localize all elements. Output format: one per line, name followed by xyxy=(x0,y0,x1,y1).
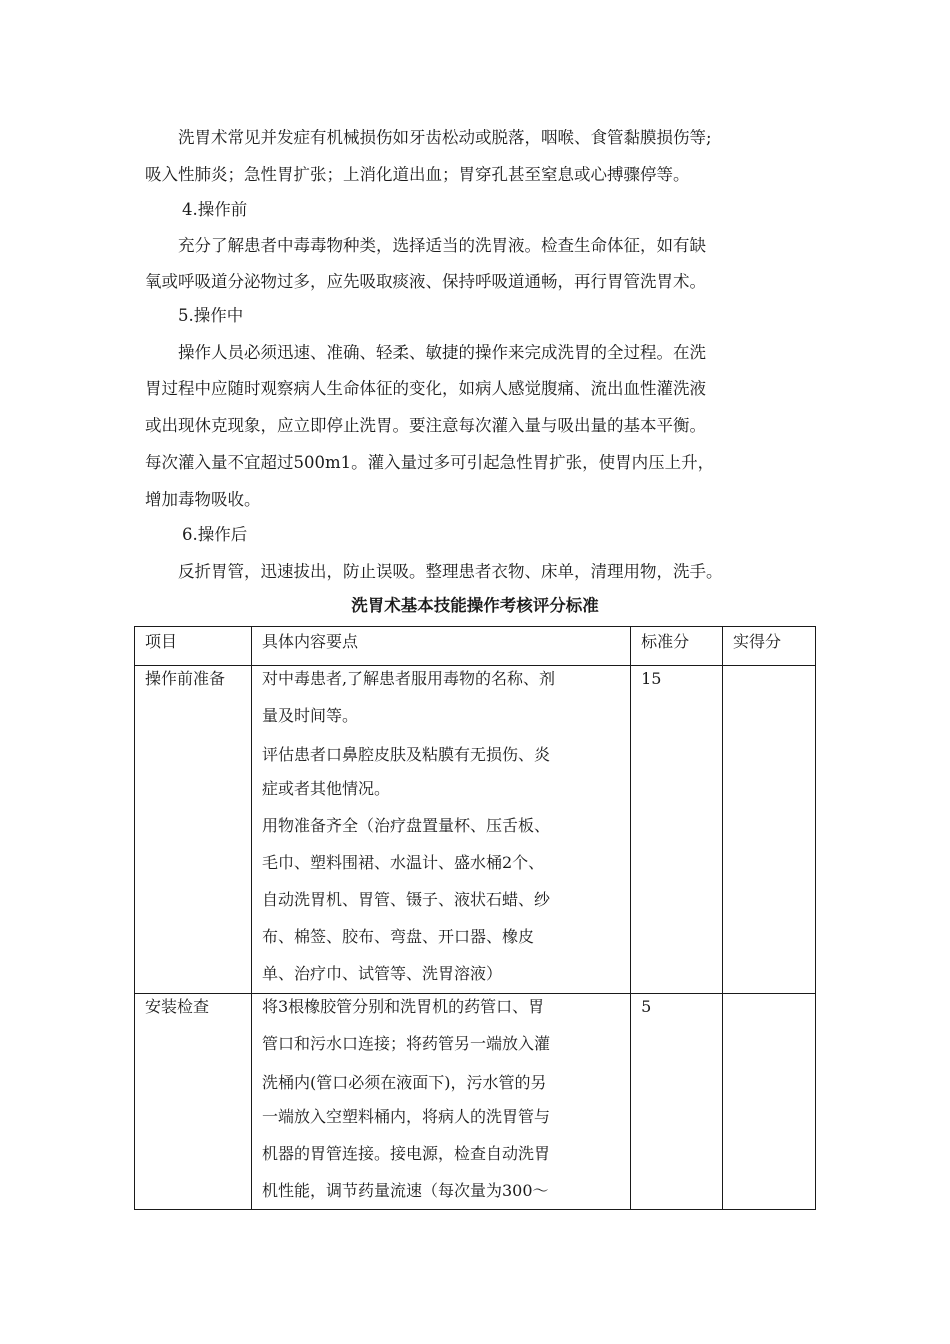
header-item: 项目 xyxy=(135,627,252,666)
content-line: 评估患者口鼻腔皮肤及粘膜有无损伤、炎 xyxy=(261,745,550,764)
paragraph-line: 操作人员必须迅速、准确、轻柔、敏捷的操作来完成洗胃的全过程。在洗 xyxy=(178,343,706,362)
row-content xyxy=(251,666,630,994)
paragraph-line: 洗胃术常见并发症有机械损伤如牙齿松动或脱落，咽喉、食管黏膜损伤等; xyxy=(178,128,712,147)
content-line: 对中毒患者,了解患者服用毒物的名称、剂 xyxy=(261,669,556,688)
content-line: 自动洗胃机、胃管、镊子、液状石蜡、纱 xyxy=(261,890,550,909)
content-line: 洗桶内(管口必须在液面下)，污水管的另 xyxy=(261,1073,547,1092)
section-heading: 6.操作后 xyxy=(182,525,248,544)
table-row xyxy=(135,666,816,994)
section-heading: 4.操作前 xyxy=(182,200,248,219)
content-line: 一端放入空塑料桶内，将病人的洗胃管与 xyxy=(261,1107,550,1126)
row-actual-score xyxy=(723,666,816,994)
table-row xyxy=(135,994,816,1210)
row-standard-score xyxy=(631,666,723,994)
content-line: 布、棉签、胶布、弯盘、开口器、橡皮 xyxy=(261,927,534,946)
header-standard-score: 标准分 xyxy=(631,627,723,666)
row-item xyxy=(135,994,252,1210)
table-header-row xyxy=(135,627,816,666)
paragraph-line: 充分了解患者中毒毒物种类，选择适当的洗胃液。检查生命体征，如有缺 xyxy=(178,236,706,255)
row-item-label: 安装检查 xyxy=(145,997,210,1016)
standard-score-value: 5 xyxy=(641,997,652,1016)
row-item xyxy=(135,666,252,994)
standard-score-value: 15 xyxy=(641,669,662,688)
content-line: 单、治疗巾、试管等、洗胃溶液） xyxy=(261,964,502,983)
header-content: 具体内容要点 xyxy=(251,627,630,666)
row-actual-score xyxy=(723,994,816,1210)
content-line: 量及时间等。 xyxy=(261,706,358,725)
paragraph-line: 反折胃管，迅速拔出，防止误吸。整理患者衣物、床单，清理用物，洗手。 xyxy=(178,562,723,581)
paragraph-line: 或出现休克现象，应立即停止洗胃。要注意每次灌入量与吸出量的基本平衡。 xyxy=(145,416,706,435)
table-title: 洗胃术基本技能操作考核评分标准 xyxy=(351,596,599,615)
row-item-label: 操作前准备 xyxy=(145,669,226,688)
content-line: 用物准备齐全（治疗盘置量杯、压舌板、 xyxy=(261,816,550,835)
content-line: 机器的胃管连接。接电源，检查自动洗胃 xyxy=(261,1144,550,1163)
paragraph-line: 增加毒物吸收。 xyxy=(145,490,261,509)
row-standard-score xyxy=(631,994,723,1210)
content-line: 毛巾、塑料围裙、水温计、盛水桶2个、 xyxy=(261,853,545,872)
paragraph-line: 氧或呼吸道分泌物过多，应先吸取痰液、保持呼吸道通畅，再行胃管洗胃术。 xyxy=(145,272,706,291)
row-content xyxy=(251,994,630,1210)
header-actual-score: 实得分 xyxy=(723,627,816,666)
content-line: 症或者其他情况。 xyxy=(261,779,390,798)
paragraph-line: 吸入性肺炎；急性胃扩张；上消化道出血；胃穿孔甚至窒息或心搏骤停等。 xyxy=(145,165,690,184)
paragraph-line: 每次灌入量不宜超过500m1。灌入量过多可引起急性胃扩张，使胃内压上升， xyxy=(145,453,715,472)
section-heading: 5.操作中 xyxy=(178,306,244,325)
content-line: 机性能，调节药量流速（每次量为300～ xyxy=(261,1181,549,1200)
content-line: 将3根橡胶管分别和洗胃机的药管口、胃 xyxy=(261,997,545,1016)
scoring-table xyxy=(134,626,816,1210)
paragraph-line: 胃过程中应随时观察病人生命体征的变化，如病人感觉腹痛、流出血性灌洗液 xyxy=(145,379,706,398)
content-line: 管口和污水口连接；将药管另一端放入灌 xyxy=(261,1034,550,1053)
